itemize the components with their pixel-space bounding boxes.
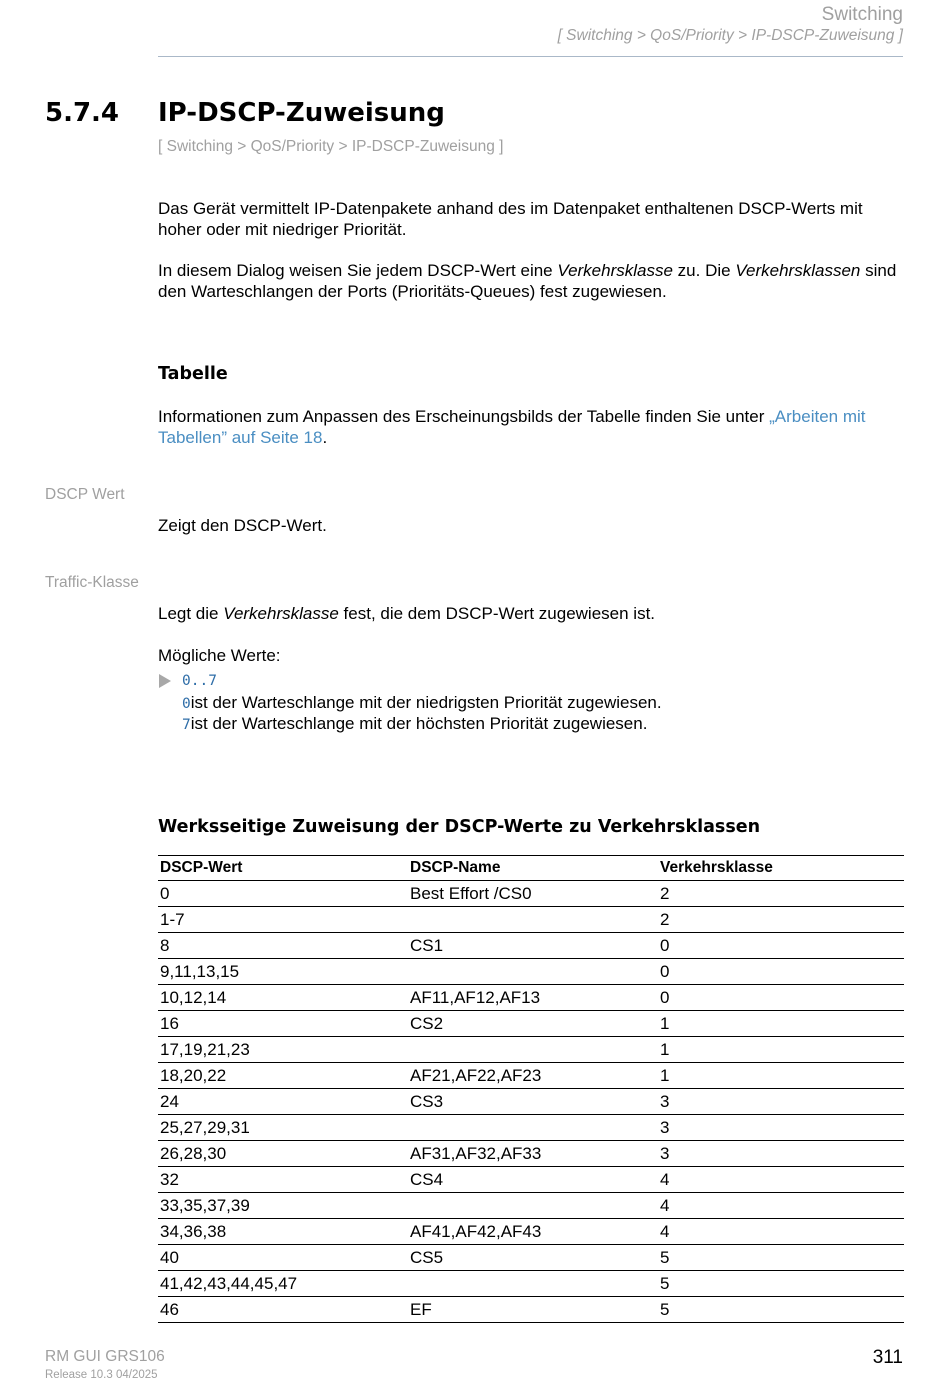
table-cell (408, 907, 658, 933)
table-cell: 0 (658, 959, 904, 985)
table-cell: 33,35,37,39 (158, 1193, 408, 1219)
footer-document-name: RM GUI GRS106 (45, 1348, 165, 1365)
running-header-title: Switching (821, 4, 903, 25)
table-row (158, 907, 904, 933)
value-range: 0..7 (182, 673, 217, 689)
table-cell: 46 (158, 1297, 408, 1323)
table-header-row (158, 856, 904, 881)
table-row (158, 959, 904, 985)
possible-values-label: Mögliche Werte: (158, 646, 281, 665)
table-cell: 1-7 (158, 907, 408, 933)
desc-text: fest, die dem DSCP-Wert zugewiesen ist. (338, 604, 656, 623)
table-cell: 4 (658, 1167, 904, 1193)
table-row (158, 1193, 904, 1219)
intro-text: sind den Warteschlangen der Ports (Prioritäts-Queues) fest zugewiesen. (158, 261, 897, 301)
header-divider (158, 56, 903, 57)
desc-text: Legt die (158, 604, 224, 623)
table-cell: CS3 (408, 1089, 658, 1115)
table-cell: 9,11,13,15 (158, 959, 408, 985)
dscp-table (158, 855, 904, 1323)
intro-paragraph-2 (158, 260, 910, 302)
table-cell: 32 (158, 1167, 408, 1193)
table-cell (408, 1115, 658, 1141)
table-caption: Werksseitige Zuweisung der DSCP-Werte zu Verkehrsklassen (158, 817, 761, 837)
tabelle-paragraph (158, 406, 910, 448)
table-cell: AF41,AF42,AF43 (408, 1219, 658, 1245)
table-cell: CS1 (408, 933, 658, 959)
table-cell (408, 959, 658, 985)
tabelle-text-end: . (322, 428, 328, 447)
table-cell: Best Effort /CS0 (408, 881, 658, 907)
table-cell: 18,20,22 (158, 1063, 408, 1089)
table-cell: AF11,AF12,AF13 (408, 985, 658, 1011)
table-cell: 1 (658, 1037, 904, 1063)
tabelle-heading: Tabelle (158, 364, 228, 384)
table-cell: CS2 (408, 1011, 658, 1037)
table-cell: 41,42,43,44,45,47 (158, 1271, 408, 1297)
table-cell (408, 1271, 658, 1297)
value-high: 7 (182, 717, 191, 733)
table-cell: 3 (658, 1089, 904, 1115)
table-cell: EF (408, 1297, 658, 1323)
table-row (158, 1245, 904, 1271)
table-cell: 2 (658, 881, 904, 907)
value-high-text: ist der Warteschlange mit der höchsten Priorität zugewiesen. (190, 714, 648, 733)
table-cell: 3 (658, 1115, 904, 1141)
table-cell: 16 (158, 1011, 408, 1037)
table-cell: 25,27,29,31 (158, 1115, 408, 1141)
tables-link[interactable]: „Arbeiten mit Tabellen” auf Seite 18 (158, 407, 866, 447)
table-cell: 5 (658, 1271, 904, 1297)
intro-text: In diesem Dialog weisen Sie jedem DSCP-Wert eine (158, 261, 558, 280)
table-cell: 10,12,14 (158, 985, 408, 1011)
tabelle-text: Informationen zum Anpassen des Erscheinungsbilds der Tabelle finden Sie unter (158, 407, 770, 426)
term-verkehrsklasse: Verkehrsklasse (223, 604, 339, 623)
table-cell: CS5 (408, 1245, 658, 1271)
table-row (158, 1037, 904, 1063)
table-cell: 3 (658, 1141, 904, 1167)
field-desc-dscp-wert: Zeigt den DSCP-Wert. (158, 516, 327, 535)
term-verkehrsklassen: Verkehrsklassen (735, 261, 861, 280)
section-title: IP-DSCP-Zuweisung (158, 98, 445, 128)
table-row (158, 1063, 904, 1089)
intro-paragraph-1: Das Gerät vermittelt IP-Datenpakete anhand des im Datenpaket enthaltenen DSCP-Werts mit hoher oder mit niedriger Priorität. (158, 199, 863, 239)
table-cell: CS4 (408, 1167, 658, 1193)
table-row (158, 1219, 904, 1245)
field-label-traffic-klasse: Traffic-Klasse (45, 574, 139, 591)
table-row (158, 881, 904, 907)
field-desc-traffic-klasse (158, 603, 910, 624)
section-breadcrumb: [ Switching > QoS/Priority > IP-DSCP-Zuweisung ] (158, 138, 504, 155)
table-cell: 0 (658, 985, 904, 1011)
term-verkehrsklasse: Verkehrsklasse (557, 261, 673, 280)
field-label-dscp-wert: DSCP Wert (45, 486, 125, 503)
bullet-arrow-icon (159, 674, 171, 688)
table-cell (408, 1193, 658, 1219)
table-cell: 4 (658, 1193, 904, 1219)
table-row (158, 1297, 904, 1323)
footer-release: Release 10.3 04/2025 (45, 1369, 158, 1381)
table-cell: 8 (158, 933, 408, 959)
running-header-breadcrumb: [ Switching > QoS/Priority > IP-DSCP-Zuweisung ] (557, 27, 903, 44)
table-cell: 1 (658, 1063, 904, 1089)
intro-text: zu. Die (672, 261, 736, 280)
value-high-line (182, 713, 882, 736)
table-row (158, 933, 904, 959)
table-row (158, 1089, 904, 1115)
table-row (158, 1271, 904, 1297)
table-row (158, 1141, 904, 1167)
table-cell: 5 (658, 1245, 904, 1271)
table-cell: 2 (658, 907, 904, 933)
table-cell: 1 (658, 1011, 904, 1037)
table-cell: AF31,AF32,AF33 (408, 1141, 658, 1167)
section-number: 5.7.4 (45, 98, 120, 128)
table-row (158, 1011, 904, 1037)
page-number: 311 (872, 1347, 903, 1368)
table-cell: 40 (158, 1245, 408, 1271)
table-cell: 34,36,38 (158, 1219, 408, 1245)
table-cell: 24 (158, 1089, 408, 1115)
table-row (158, 1115, 904, 1141)
table-cell (408, 1037, 658, 1063)
table-cell: 26,28,30 (158, 1141, 408, 1167)
table-cell: 0 (158, 881, 408, 907)
table-cell: 17,19,21,23 (158, 1037, 408, 1063)
value-low-text: ist der Warteschlange mit der niedrigsten Priorität zugewiesen. (190, 693, 662, 712)
table-row (158, 1167, 904, 1193)
value-low: 0 (182, 696, 191, 712)
column-header: DSCP-Name (408, 856, 658, 881)
table-cell: 0 (658, 933, 904, 959)
table-cell: 4 (658, 1219, 904, 1245)
value-low-line (182, 692, 882, 715)
column-header: DSCP-Wert (158, 856, 408, 881)
table-cell: AF21,AF22,AF23 (408, 1063, 658, 1089)
column-header: Verkehrsklasse (658, 856, 904, 881)
table-row (158, 985, 904, 1011)
table-cell: 5 (658, 1297, 904, 1323)
